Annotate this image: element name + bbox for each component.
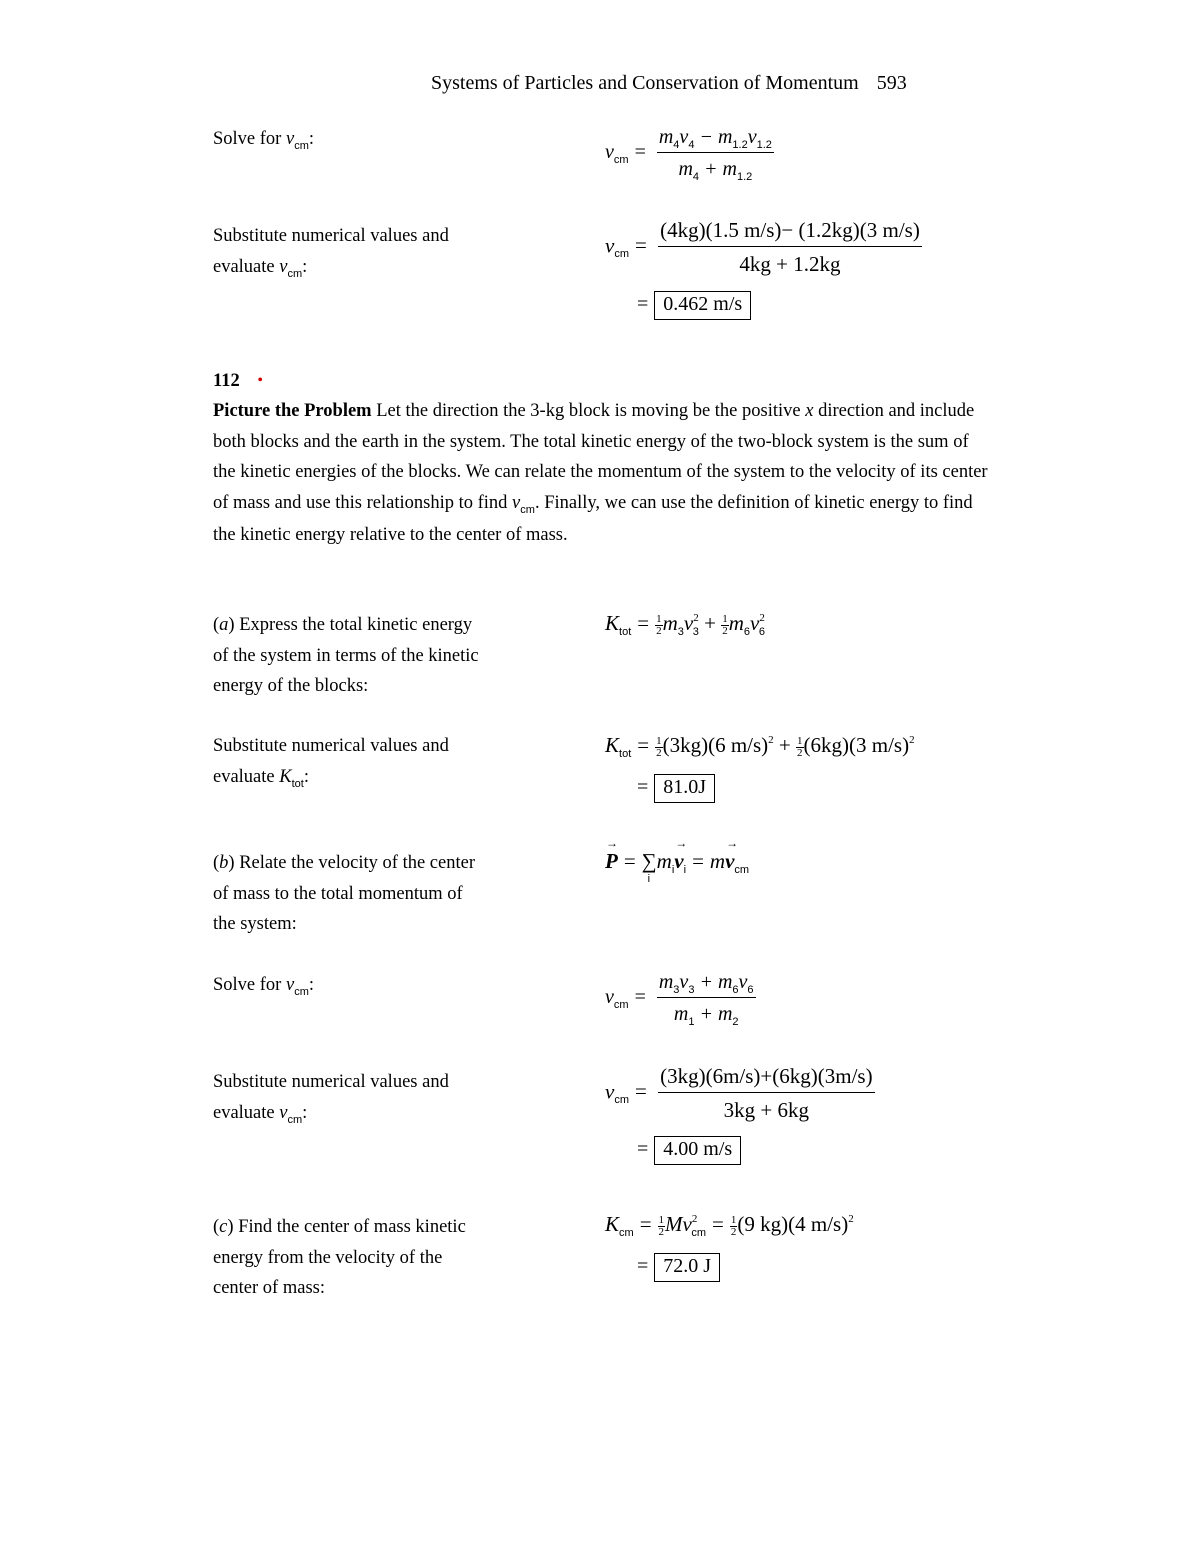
part-c-label: (c) Find the center of mass kinetic energy from the velocity of the center of mass: bbox=[213, 1217, 466, 1298]
ktot-formula: $K_{tot}$ = $\frac{1}{2}$ $m_3v^2_3$ + $\frac{1}{2}$ $m_6v^2_6$ bbox=[605, 611, 765, 638]
solve-vcm-label-1: Solve for $v_{cm}$: bbox=[213, 129, 314, 152]
picture-the-problem: Picture the Problem Let the direction the 3-kg block is moving be the positive x direction and include both blocks and the earth in the system. The total kinetic energy of the two-block system is the sum of the kinetic energies of the blocks. We can relate the momentum of the system to the velocity of its center of mass and use this relationship to find $v_{cm}$. Finally, we can use the definition of kinetic energy to find the kinetic energy relative to the center of mass. bbox=[213, 401, 988, 545]
problem-number: 112 • bbox=[213, 371, 263, 391]
answer-b: = 4.00 m/s bbox=[637, 1136, 741, 1165]
part-b-subst-label: Substitute numerical values and evaluate $v_{cm}$: bbox=[213, 1072, 449, 1126]
page-header bbox=[431, 72, 907, 95]
answer-1: = 0.462 m/s bbox=[637, 291, 751, 320]
kcm-formula: $K_{cm}$ = $\frac{1}{2}$ $Mv^2_{cm}$ = $\frac{1}{2}$ (9 kg)(4 m/s)$^2$ bbox=[605, 1212, 854, 1239]
part-a-subst-label: Substitute numerical values and evaluate $K_{tot}$: bbox=[213, 736, 449, 790]
answer-a: = 81.0J bbox=[637, 774, 715, 803]
subst-label-1: Substitute numerical values and evaluate $v_{cm}$: bbox=[213, 226, 449, 280]
part-b-label: (b) Relate the velocity of the center of mass to the total momentum of the system: bbox=[213, 853, 475, 934]
vcm-substitution-1: $v_{cm}$ = $\frac{(4kg)(1.5 m/s)- (1.2kg)(3 m/s)}{4kg + 1.2kg}$ bbox=[605, 218, 920, 276]
part-a-label: (a) Express the total kinetic energy of the system in terms of the kinetic energy of the blocks: bbox=[213, 615, 479, 696]
page-number: 593 bbox=[876, 72, 907, 94]
part-b-solve-label: Solve for $v_{cm}$: bbox=[213, 975, 314, 998]
running-title: Systems of Particles and Conservation of Momentum bbox=[431, 72, 859, 94]
ktot-substitution: $K_{tot}$ = $\frac{1}{2}$ (3kg)(6 m/s)$^2$ + $\frac{1}{2}$ (6kg)(3 m/s)$^2$ bbox=[605, 733, 915, 760]
vcm-substitution-2: $v_{cm}$ = $\frac{(3kg)(6m/s)+(6kg)(3m/s)}{3kg + 6kg}$ bbox=[605, 1064, 873, 1122]
momentum-formula: P → = ∑ i $m_iv \to_i$ = mv $\to_{cm}$ bbox=[605, 849, 749, 874]
answer-c: = 72.0 J bbox=[637, 1253, 720, 1282]
vcm-formula-2: $v_{cm}$ = $\frac{m_3v_3 + m_6v_6}{m_1 + m_2}$ bbox=[605, 971, 754, 1028]
vcm-formula-1: $v_{cm}$ = $\frac{m_4v_4 - m_{1.2}v_{1.2}}{m_4 + m_{1.2}}$ bbox=[605, 126, 772, 183]
